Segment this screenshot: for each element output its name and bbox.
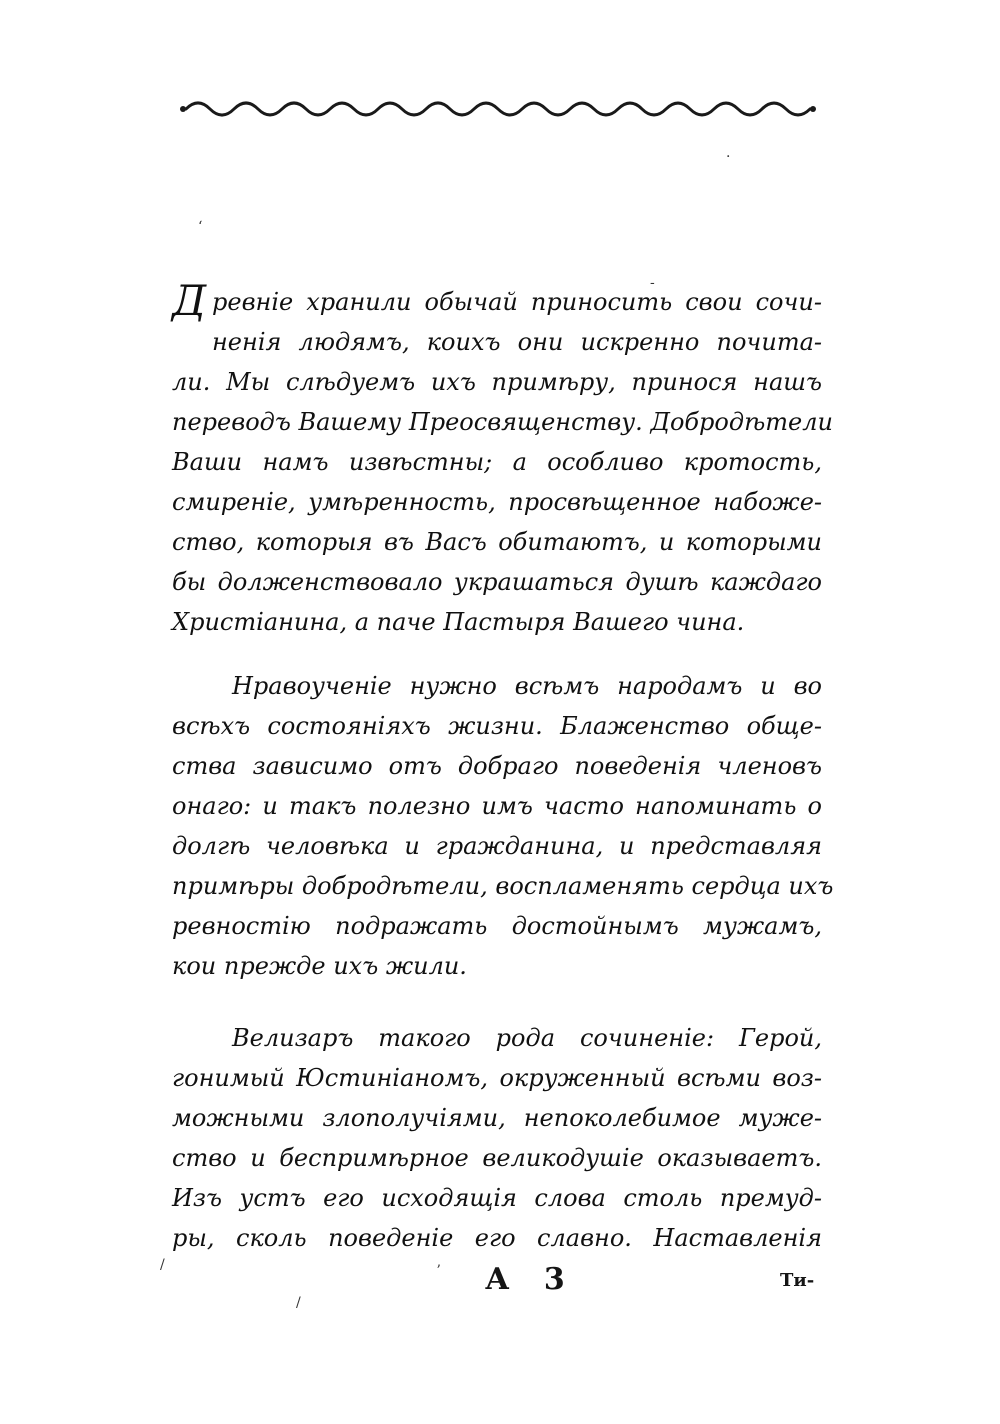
text-line: смиреніе, умѣренность, просвѣщенное набоже- <box>172 488 822 516</box>
text-line: кои прежде ихъ жили. <box>172 952 467 980</box>
ink-speck: / <box>296 1295 301 1311</box>
text-line: ревніе хранили обычай приносить свои сочи- <box>212 288 822 316</box>
ornamental-header-rule <box>180 98 816 120</box>
text-line: ство, которыя въ Васъ обитаютъ, и которыми <box>172 528 822 556</box>
dedication-paragraph-1 <box>172 276 833 642</box>
dedication-paragraph-3 <box>172 1018 822 1258</box>
ink-speck: ‐ <box>650 275 655 291</box>
page-footer <box>0 1262 1000 1302</box>
drop-cap: Д <box>172 276 207 325</box>
text-line: примѣры добродѣтели, воспламенять сердца ихъ <box>172 872 834 900</box>
ink-speck: ‘ <box>198 219 203 235</box>
text-line: Изъ устъ его исходящія слова столь премуд- <box>172 1184 822 1212</box>
text-line: ры, сколь поведеніе его славно. Наставленія <box>172 1224 822 1252</box>
ink-speck: ʼ <box>436 1263 441 1279</box>
text-line: Велизаръ такого рода сочиненіе: Герой, <box>232 1024 822 1052</box>
text-line: можными злополучіями, непоколебимое муже- <box>172 1104 822 1132</box>
text-line: всѣхъ состояніяхъ жизни. Блаженство обще- <box>172 712 822 740</box>
text-line: переводъ Вашему Преосвященству. Добродѣтели <box>172 408 833 436</box>
text-line: долгѣ человѣка и гражданина, и представляя <box>172 832 822 860</box>
text-line: бы долженствовало украшаться душѣ каждаго <box>172 568 822 596</box>
text-line: ство и беспримѣрное великодушіе оказываетъ. <box>172 1144 822 1172</box>
dedication-paragraph-2 <box>172 666 834 986</box>
text-line: гонимый Юстиніаномъ, окруженный всѣми воз- <box>172 1064 822 1092</box>
catchword: Ти- <box>780 1270 815 1291</box>
text-line: ревностію подражать достойнымъ мужамъ, <box>172 912 822 940</box>
signature-mark: А 3 <box>485 1262 577 1297</box>
text-line: Нравоученіе нужно всѣмъ народамъ и во <box>232 672 822 700</box>
ink-speck: / <box>160 1257 165 1273</box>
text-line: Ваши намъ извѣстны; а особливо кротость, <box>172 448 822 476</box>
text-line: ства зависимо отъ добраго поведенія членовъ <box>172 752 822 780</box>
text-line: ли. Мы слѣдуемъ ихъ примѣру, принося нашъ <box>172 368 822 396</box>
text-line: ненія людямъ, коихъ они искренно почита- <box>212 328 822 356</box>
text-line: онаго: и такъ полезно имъ часто напоминать о <box>172 792 822 820</box>
ink-speck: · <box>726 149 731 165</box>
text-line: Христіанина, а паче Пастыря Вашего чина. <box>172 608 745 636</box>
